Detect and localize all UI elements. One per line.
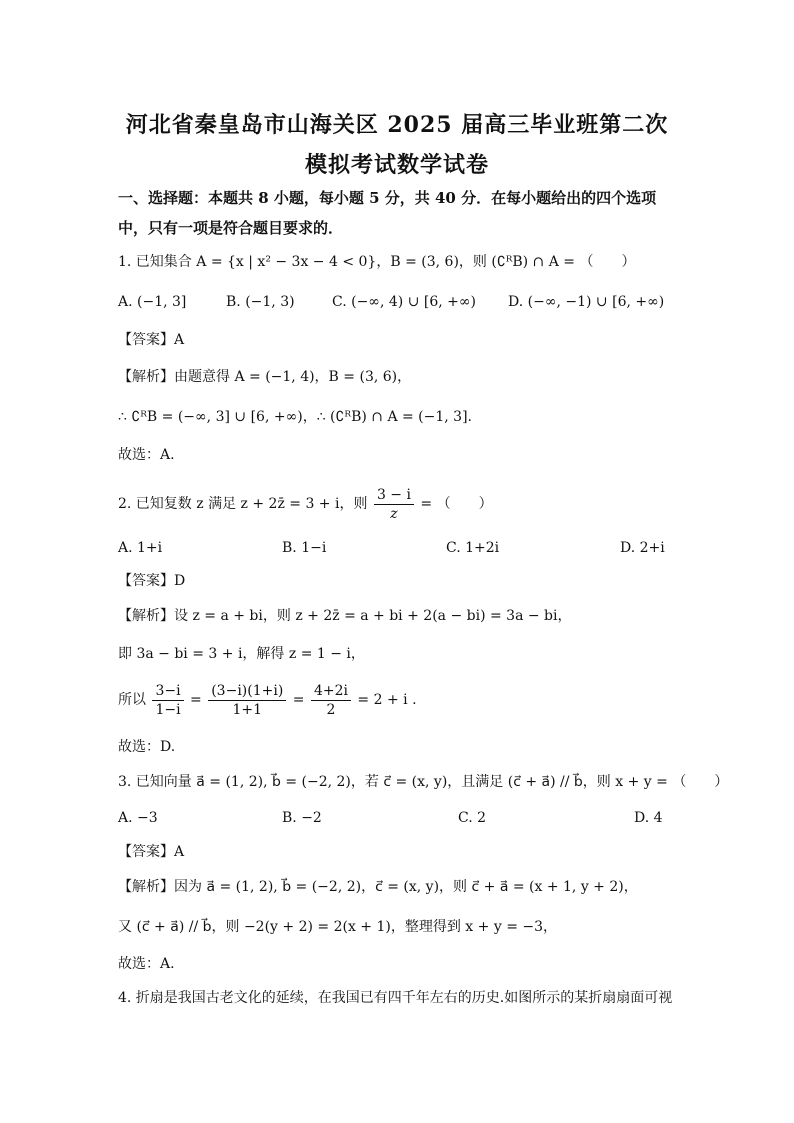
q1-analysis-line2: ∴ ∁ᴿB = (−∞, 3] ∪ [6, +∞)，∴ (∁ᴿB) ∩ A = (−1, 3]. xyxy=(118,409,473,425)
q1-answer: 【答案】A xyxy=(118,332,185,348)
q2-option-b: B. 1−i xyxy=(282,540,327,556)
q2-calc-fraction-3-numerator: 4+2i xyxy=(311,682,351,701)
q3-answer: 【答案】A xyxy=(118,844,185,860)
q2-calc-fraction-1-denominator: 1−i xyxy=(155,701,181,718)
question-2-stem xyxy=(118,484,493,524)
q1-option-b: B. (−1, 3) xyxy=(226,294,295,310)
q3-analysis-line1: 【解析】因为 a⃗ = (1, 2), b⃗ = (−2, 2)，c⃗ = (x, y)，则 c⃗ + a⃗ = (x + 1, y + 2)， xyxy=(118,879,638,895)
q2-calc-fraction-3 xyxy=(311,682,351,719)
q3-option-c: C. 2 xyxy=(458,810,487,826)
q3-option-d: D. 4 xyxy=(634,810,663,826)
q2-calc-equals-2: = xyxy=(292,692,305,708)
q2-option-a: A. 1+i xyxy=(118,540,163,556)
q2-fraction xyxy=(374,486,414,523)
q2-fraction-numerator: 3 − i xyxy=(374,486,414,505)
q1-option-a: A. (−1, 3] xyxy=(118,294,187,310)
q2-fraction-denominator: z xyxy=(390,505,398,522)
q2-calc-fraction-1 xyxy=(152,682,183,719)
section-heading-line1: 一、选择题：本题共 8 小题，每小题 5 分，共 40 分．在每小题给出的四个选项 xyxy=(118,189,657,207)
q3-option-a: A. −3 xyxy=(118,810,158,826)
q1-conclusion: 故选：A. xyxy=(118,447,175,463)
q2-analysis-line1: 【解析】设 z = a + bi，则 z + 2z̄ = a + bi + 2(a − bi) = 3a − bi， xyxy=(118,608,572,624)
page-title-line1: 河北省秦皇岛市山海关区 2025 届高三毕业班第二次 xyxy=(125,112,669,138)
q3-option-b: B. −2 xyxy=(282,810,322,826)
q2-option-d: D. 2+i xyxy=(620,540,665,556)
question-4-stem: 4. 折扇是我国古老文化的延续，在我国已有四千年左右的历史.如图所示的某折扇扇面可视 xyxy=(118,990,673,1006)
q3-conclusion: 故选：A. xyxy=(118,956,175,972)
page-title-line2: 模拟考试数学试卷 xyxy=(304,152,489,178)
q2-stem-pre: 2. 已知复数 z 满足 z + 2z̄ = 3 + i，则 xyxy=(118,496,368,512)
q1-option-d: D. (−∞, −1) ∪ [6, +∞) xyxy=(508,294,665,310)
q2-calc-fraction-2-numerator: (3−i)(1+i) xyxy=(208,682,286,701)
question-1-stem: 1. 已知集合 A = {x | x² − 3x − 4 < 0}，B = (3, 6)，则 (∁ᴿB) ∩ A = （ ） xyxy=(118,254,636,270)
q2-calc-fraction-3-denominator: 2 xyxy=(326,701,336,718)
q2-calc-pre: 所以 xyxy=(118,692,146,708)
q2-stem-post: = （ ） xyxy=(420,496,493,512)
q2-calculation xyxy=(118,678,417,722)
q1-analysis-line1: 【解析】由题意得 A = (−1, 4)，B = (3, 6)， xyxy=(118,369,412,385)
q2-calc-equals-1: = xyxy=(190,692,202,708)
q2-calc-post: = 2 + i . xyxy=(357,692,417,708)
q3-analysis-line2: 又 (c⃗ + a⃗) // b⃗，则 −2(y + 2) = 2(x + 1)，整理得到 x + y = −3， xyxy=(118,919,558,935)
q1-option-c: C. (−∞, 4) ∪ [6, +∞) xyxy=(332,294,476,310)
q2-calc-fraction-2 xyxy=(208,682,286,719)
q2-calc-fraction-1-numerator: 3−i xyxy=(152,682,183,701)
question-3-stem: 3. 已知向量 a⃗ = (1, 2), b⃗ = (−2, 2)，若 c⃗ = (x, y)，且满足 (c⃗ + a⃗) // b⃗，则 x + y = （ ） xyxy=(118,774,729,790)
q2-conclusion: 故选：D. xyxy=(118,739,176,755)
q2-answer: 【答案】D xyxy=(118,573,186,589)
q2-option-c: C. 1+2i xyxy=(446,540,500,556)
q2-analysis-line2: 即 3a − bi = 3 + i，解得 z = 1 − i， xyxy=(118,646,365,662)
q2-calc-fraction-2-denominator: 1+1 xyxy=(232,701,263,718)
section-heading-line2: 中，只有一项是符合题目要求的． xyxy=(118,219,344,237)
